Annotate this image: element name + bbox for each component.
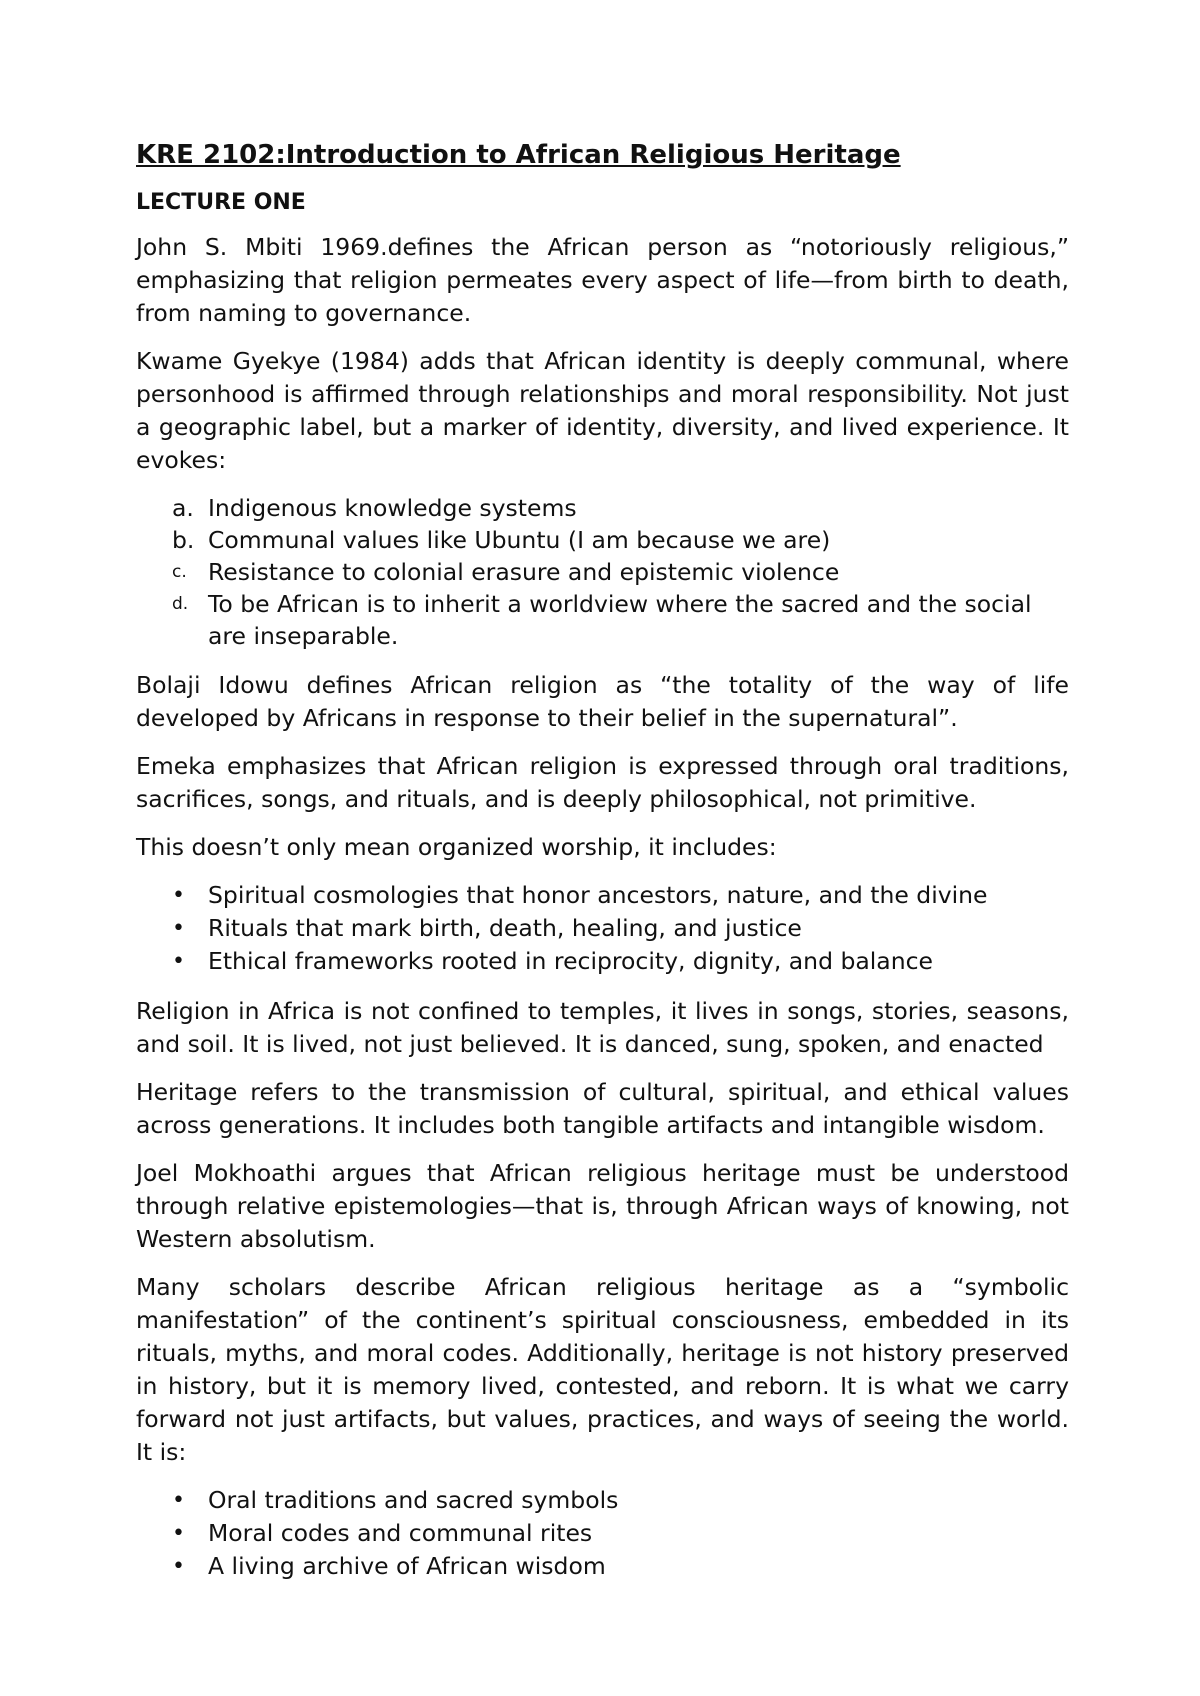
list-item-text: A living archive of African wisdom	[208, 1552, 606, 1580]
list-item	[136, 524, 1069, 556]
list-marker: c.	[172, 562, 187, 582]
list-item-text: Rituals that mark birth, death, healing, and justice	[208, 914, 802, 942]
paragraph-heritage: Heritage refers to the transmission of cultural, spiritual, and ethical values across generations. It includes both tangible artifacts and intangible wisdom.	[136, 1078, 1069, 1139]
list-item	[136, 1484, 1069, 1517]
list-marker: b.	[172, 526, 195, 554]
bullet-icon: •	[172, 1521, 185, 1546]
list-marker: d.	[172, 594, 189, 614]
list-item-text: Resistance to colonial erasure and epistemic violence	[208, 558, 840, 586]
list-item-text: Indigenous knowledge systems	[208, 494, 577, 522]
list-item-text: Communal values like Ubuntu (I am because we are)	[208, 526, 831, 554]
bullet-list-heritage	[136, 1484, 1069, 1583]
list-item	[136, 556, 1069, 588]
lecture-heading: LECTURE ONE	[136, 190, 306, 215]
paragraph-idowu: Bolaji Idowu defines African religion as “the totality of the way of life developed by Africans in response to their belief in the supernatural”.	[136, 671, 1069, 732]
list-item-text: Ethical frameworks rooted in reciprocity, dignity, and balance	[208, 947, 933, 975]
list-marker: a.	[172, 494, 194, 522]
lettered-list	[136, 492, 1069, 652]
bullet-icon: •	[172, 1554, 185, 1579]
paragraph-emeka: Emeka emphasizes that African religion is expressed through oral traditions, sacrifices, songs, and rituals, and is deeply philosophical, not primitive.	[136, 752, 1069, 813]
paragraph-includes: This doesn’t only mean organized worship, it includes:	[136, 833, 777, 861]
bullet-list-religion	[136, 879, 1069, 978]
bullet-icon: •	[172, 883, 185, 908]
list-item	[136, 588, 1069, 652]
document-title: KRE 2102:Introduction to African Religious Heritage	[136, 140, 901, 170]
list-item	[136, 912, 1069, 945]
paragraph-gyekye: Kwame Gyekye (1984) adds that African identity is deeply communal, where personhood is affirmed through relationships and moral responsibility. Not just a geographic label, but a marker of identity, diversity, and lived experience. It evokes:	[136, 347, 1069, 474]
list-item-text: Moral codes and communal rites	[208, 1519, 593, 1547]
list-item-text: To be African is to inherit a worldview where the sacred and the social are inseparable.	[208, 590, 1032, 650]
bullet-icon: •	[172, 949, 185, 974]
list-item	[136, 1517, 1069, 1550]
list-item	[136, 945, 1069, 978]
list-item	[136, 879, 1069, 912]
paragraph-scholars: Many scholars describe African religious heritage as a “symbolic manifestation” of the continent’s spiritual consciousness, embedded in its rituals, myths, and moral codes. Additionally, heritage is not history preserved in history, but it is memory lived, contested, and reborn. It is what we carry forward not just artifacts, but values, practices, and ways of seeing the world. It is:	[136, 1273, 1069, 1466]
list-item	[136, 1550, 1069, 1583]
list-item	[136, 492, 1069, 524]
paragraph-mokhoathi: Joel Mokhoathi argues that African religious heritage must be understood through relative epistemologies—that is, through African ways of knowing, not Western absolutism.	[136, 1159, 1069, 1253]
document-page	[136, 138, 1069, 1600]
list-item-text: Spiritual cosmologies that honor ancestors, nature, and the divine	[208, 881, 988, 909]
bullet-icon: •	[172, 1488, 185, 1513]
paragraph-religion-in-africa: Religion in Africa is not confined to temples, it lives in songs, stories, seasons, and soil. It is lived, not just believed. It is danced, sung, spoken, and enacted	[136, 997, 1069, 1058]
paragraph-mbiti: John S. Mbiti 1969.defines the African person as “notoriously religious,” emphasizing that religion permeates every aspect of life—from birth to death, from naming to governance.	[136, 233, 1069, 327]
bullet-icon: •	[172, 916, 185, 941]
list-item-text: Oral traditions and sacred symbols	[208, 1486, 619, 1514]
